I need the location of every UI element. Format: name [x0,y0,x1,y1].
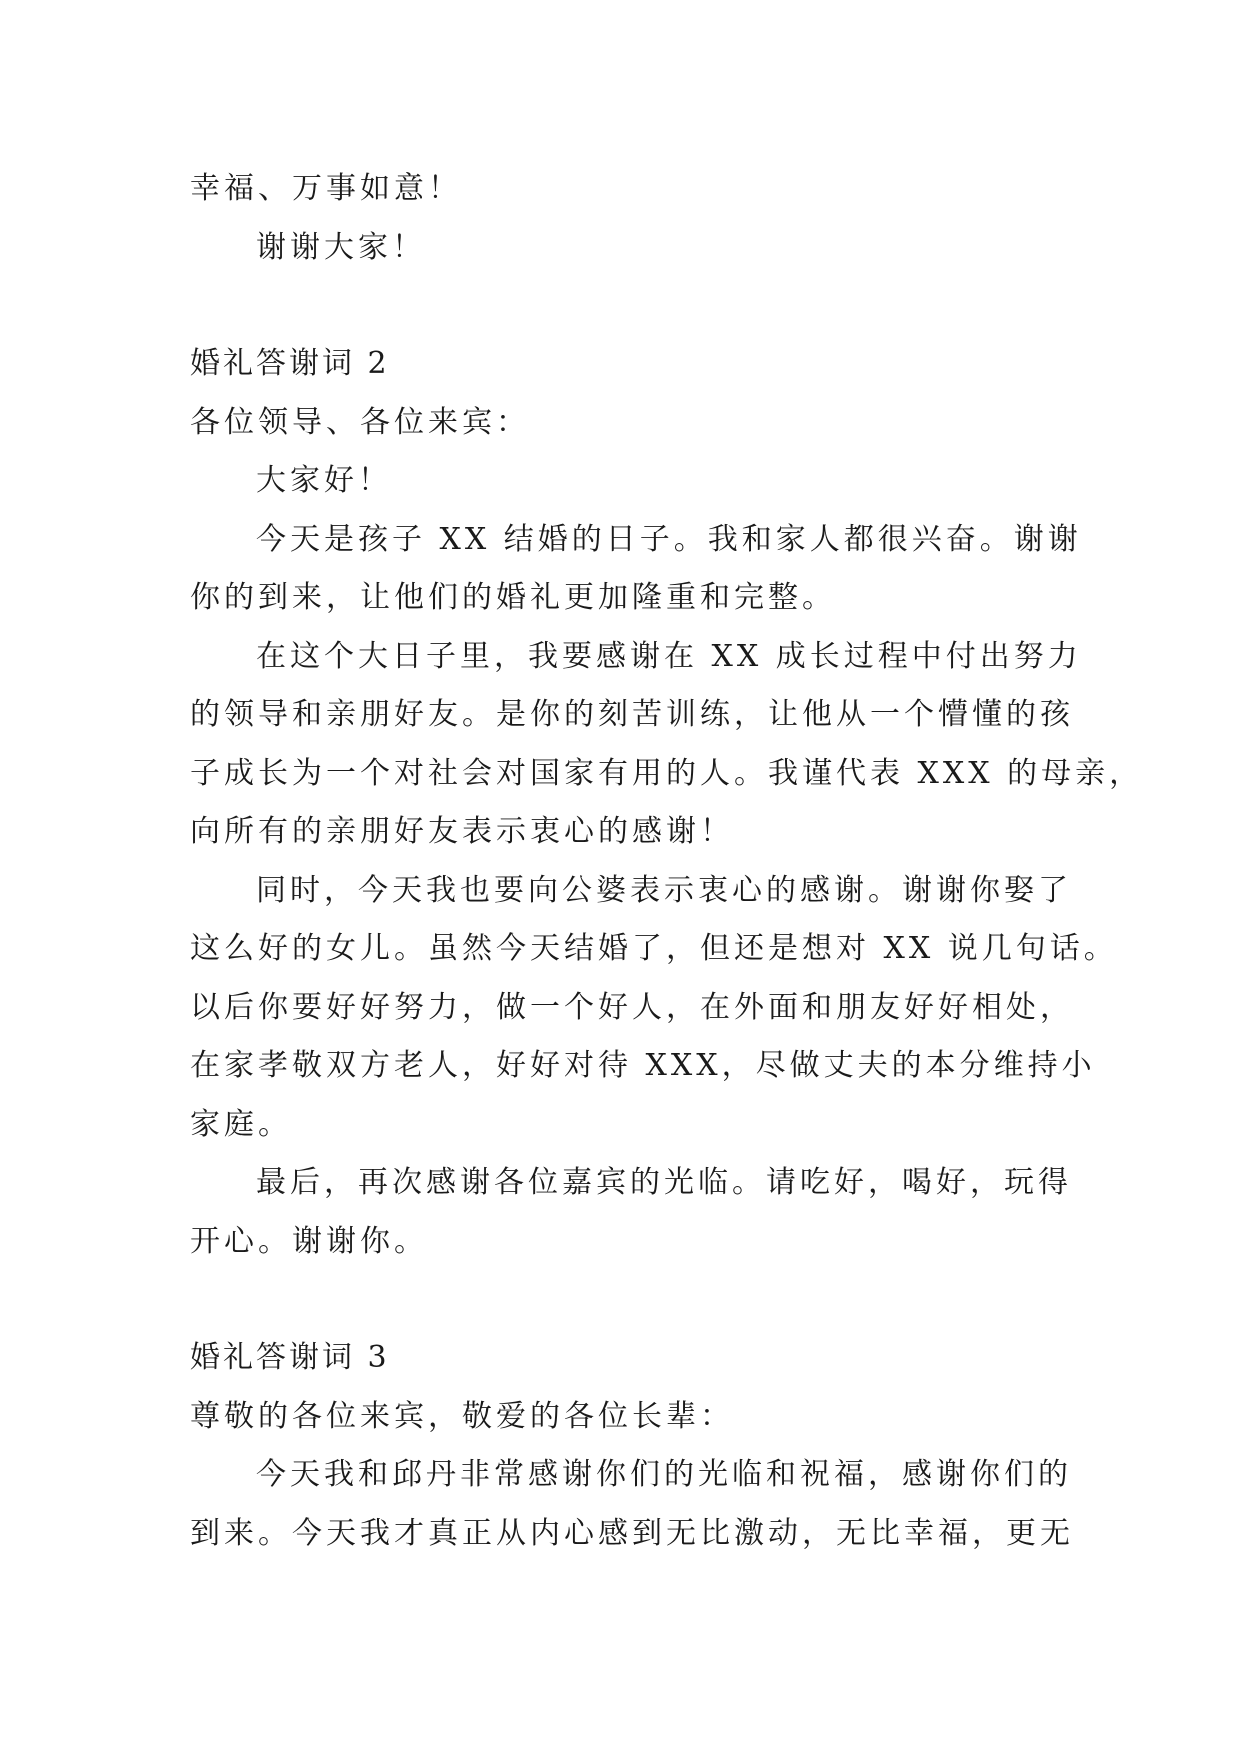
paragraph-line: 向所有的亲朋好友表示衷心的感谢！ [190,814,734,849]
paragraph-line: 最后，再次感谢各位嘉宾的光临。请吃好，喝好，玩得 [256,1165,1072,1200]
salutation: 尊敬的各位来宾，敬爱的各位长辈： [190,1398,734,1434]
section-title-3: 婚礼答谢词 3 [190,1340,390,1375]
paragraph-line: 在这个大日子里，我要感谢在 XX 成长过程中付出努力 [256,638,1082,674]
document-body [190,160,1144,1563]
paragraph-line: 的领导和亲朋好友。是你的刻苦训练，让他从一个懵懂的孩 [190,697,1074,732]
paragraph-line: 今天是孩子 XX 结婚的日子。我和家人都很兴奋。谢谢 [256,521,1082,557]
paragraph-line: 幸福、万事如意！ [190,171,462,206]
paragraph-line: 大家好！ [256,463,392,498]
paragraph-line: 以后你要好好努力，做一个好人，在外面和朋友好好相处， [190,989,1074,1025]
paragraph-line: 同时，今天我也要向公婆表示衷心的感谢。谢谢你娶了 [256,872,1072,908]
paragraph-line: 家庭。 [190,1106,292,1142]
paragraph-line: 这么好的女儿。虽然今天结婚了，但还是想对 XX 说几句话。 [190,931,1118,966]
paragraph-line: 你的到来，让他们的婚礼更加隆重和完整。 [190,580,836,615]
section-spacer [190,277,1070,335]
paragraph-line: 在家孝敬双方老人，好好对待 XXX，尽做丈夫的本分维持小 [190,1048,1096,1083]
paragraph-line: 今天我和邱丹非常感谢你们的光临和祝福，感谢你们的 [256,1457,1072,1492]
paragraph-line: 到来。今天我才真正从内心感到无比激动，无比幸福，更无 [190,1515,1074,1551]
paragraph-line: 开心。谢谢你。 [190,1223,428,1259]
salutation: 各位领导、各位来宾： [190,404,530,440]
paragraph-line: 谢谢大家！ [256,229,426,265]
section-title-2: 婚礼答谢词 2 [190,346,390,381]
section-spacer [190,1271,1070,1329]
paragraph-line: 子成长为一个对社会对国家有用的人。我谨代表 XXX 的母亲， [190,755,1144,791]
